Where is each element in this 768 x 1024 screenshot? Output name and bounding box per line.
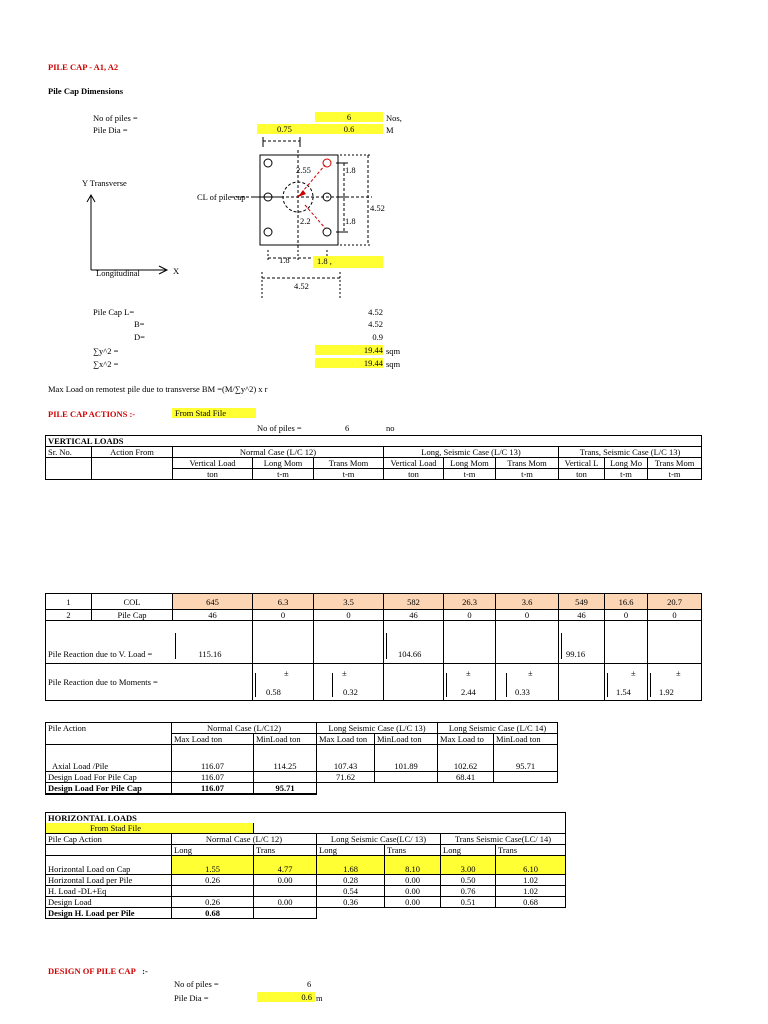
vl-row2-v8[interactable]: 0 [648,610,702,621]
pm-sign-5: ± [676,668,681,678]
vl-row2-v7[interactable]: 0 [605,610,648,621]
pa-axial-5: 95.71 [494,745,558,772]
react-v-long: 104.66 [398,649,422,659]
cap-d-value: 0.9 [372,332,383,342]
hl-row1-label: Horizontal Load on Cap [46,856,172,875]
hl-from-file[interactable]: From Stad File [46,823,254,834]
design-heading-text: DESIGN OF PILE CAP [48,966,136,976]
vl-normal-header: Normal Case (L/C 12) [173,447,384,458]
hl-row1-v1[interactable]: 4.77 [254,856,317,875]
sum-x2-label: ∑x^2 = [93,359,119,369]
vl-sub-8: Trans Mom [648,458,702,469]
vl-row1-v8[interactable]: 20.7 [648,594,702,610]
vl-sub-6: Vertical L [559,458,605,469]
hl-row2-v1: 0.00 [254,875,317,886]
hl-row2-v3: 0.00 [385,875,441,886]
hl-row4-label: Design Load [46,897,172,908]
sum-x2-unit: sqm [386,359,401,369]
pa-design-final-0: 116.07 [172,783,254,795]
cap-l-value: 4.52 [368,307,383,317]
react-m-2: 2.44 [461,687,476,697]
hl-row1-v0[interactable]: 1.55 [172,856,254,875]
dpc-piles-value: 6 [307,979,312,989]
hl-row3-v4: 0.76 [441,886,496,897]
hl-row2-v4: 0.50 [441,875,496,886]
react-m-5: 1.92 [659,687,674,697]
vl-sub-2: Trans Mom [314,458,384,469]
vl-row1-v5[interactable]: 3.6 [496,594,559,610]
vl-row2-v6[interactable]: 46 [559,610,605,621]
horizontal-loads-table [45,812,566,919]
x-axis-label: X [173,266,180,276]
react-m-1-cell [314,664,384,701]
dim-1-8-input-value: 1.8 [317,256,328,266]
pm-sign-0: ± [284,668,289,678]
hl-row1-v2[interactable]: 1.68 [317,856,385,875]
hl-row3-v5: 1.02 [496,886,566,897]
up-arrow-icon [175,633,181,659]
hl-normal-header: Normal Case (L/C 12) [172,834,317,845]
vl-row1-v4[interactable]: 26.3 [444,594,496,610]
hl-sub-4: Long [441,845,496,856]
vl-unit-7: t-m [605,469,648,480]
react-m-0: 0.58 [266,687,281,697]
page-title: PILE CAP - A1, A2 [48,62,119,72]
pm-sign-1: ± [342,668,347,678]
dim-4-52-vertical: 4.52 [370,203,385,213]
pa-axial-3: 101.89 [375,745,438,772]
dim-comma: , [329,256,332,266]
vl-row1-v3[interactable]: 582 [384,594,444,610]
pa-design-label: Design Load For Pile Cap [46,772,172,783]
hl-sub-3: Trans [385,845,441,856]
hl-row4-v5: 0.68 [496,897,566,908]
vl-long-seis-header: Long, Seismic Case (L/C 13) [384,447,559,458]
hl-row3-v3: 0.00 [385,886,441,897]
sum-y2-label: ∑y^2 = [93,346,119,356]
hl-row2-label: Horizontal Load per Pile [46,875,172,886]
sum-y2-unit: sqm [386,346,401,356]
pa-long-seis-header: Long Seismic Case (L/C 13) [317,723,438,734]
pa-sub-5: MinLoad ton [494,734,558,745]
vl-row2-name: Pile Cap [92,610,173,621]
design-heading [48,966,148,976]
vl-row2-v3[interactable]: 46 [384,610,444,621]
vl-unit-2: t-m [314,469,384,480]
vl-row2-v2[interactable]: 0 [314,610,384,621]
hl-action-header: Pile Cap Action [46,834,172,845]
pa-sub-2: Max Load ton [317,734,375,745]
pa-sub-1: MinLoad ton [254,734,317,745]
y-axis-label: Y Transverse [82,178,127,188]
pa-long-seis2-header: Long Seismic Case (L/C 14) [438,723,558,734]
hl-row1-v3[interactable]: 8.10 [385,856,441,875]
pa-design-2: 68.41 [438,772,494,783]
hl-row3-v2: 0.54 [317,886,385,897]
react-m-3: 0.33 [515,687,530,697]
pa-axial-0: 116.07 [172,745,254,772]
vl-unit-4: t-m [444,469,496,480]
react-v-trans: 99.16 [566,649,586,659]
dpc-dia-value[interactable]: 0.6 [257,992,315,1002]
vl-unit-6: ton [559,469,605,480]
vl-sub-5: Trans Mom [496,458,559,469]
hl-sub-2: Long [317,845,385,856]
pa-sub-3: MinLoad ton [375,734,438,745]
pa-normal-header: Normal Case (L/C12) [172,723,317,734]
hl-sub-5: Trans [496,845,566,856]
cap-l-label: Pile Cap L= [93,307,135,317]
radius-arrow-icon [298,190,306,197]
react-m-5-cell [648,664,702,701]
up-arrow-icon [650,673,659,697]
pa-sub-0: Max Load ton [172,734,254,745]
cap-b-value: 4.52 [368,319,383,329]
dpc-piles-label: No of piles = [174,979,219,989]
react-m-1: 0.32 [343,687,358,697]
hl-row4-v0: 0.26 [172,897,254,908]
vl-row2-v4[interactable]: 0 [444,610,496,621]
vl-row1-name: COL [92,594,173,610]
up-arrow-icon [446,673,461,697]
react-m-3-cell [496,664,559,701]
vertical-load-values-table [45,593,702,701]
vl-row1-v7[interactable]: 16.6 [605,594,648,610]
hl-design-label: Design H. Load per Pile [46,908,172,919]
hl-row4-v1: 0.00 [254,897,317,908]
pile-dia-value[interactable]: 0.6 [315,124,383,134]
hl-row4-v3: 0.00 [385,897,441,908]
vl-row1-v1[interactable]: 6.3 [253,594,314,610]
actions-heading: PILE CAP ACTIONS :- [48,409,136,419]
longitudinal-label: Longitudinal [96,268,140,278]
pa-axial-label: Axial Load /Pile [46,745,172,772]
pm-sign-3: ± [528,668,533,678]
react-m-4: 1.54 [616,687,631,697]
hl-row4-v2: 0.36 [317,897,385,908]
hl-row2-v5: 1.02 [496,875,566,886]
sum-x2-value[interactable]: 19.44 [315,358,383,368]
actions-piles-value: 6 [345,423,350,433]
vl-sub-3: Vertical Load [384,458,444,469]
dim-2-55: 2.55 [296,165,311,175]
no-piles-value[interactable]: 6 [315,112,383,122]
cap-d-label: D= [134,332,145,342]
vl-title: VERTICAL LOADS [46,436,702,447]
vl-row1-v6[interactable]: 549 [559,594,605,610]
pile-5 [264,228,272,236]
hl-trans-seis-header: Trans Seismic Case(LC/ 14) [441,834,566,845]
pa-design-final-1: 95.71 [254,783,317,795]
react-v-label: Pile Reaction due to V. Load = [46,621,173,664]
pa-design-0: 116.07 [172,772,254,783]
pa-design-final-label: Design Load For Pile Cap [46,783,172,795]
max-load-text: Max Load on remotest pile due to transverse BM =(M/∑y^2) x r [48,384,268,394]
react-m-0-cell [253,664,314,701]
vl-row2-v1[interactable]: 0 [253,610,314,621]
pm-sign-2: ± [466,668,471,678]
pile-action-table [45,722,558,795]
no-piles-label: No of piles = [93,113,138,123]
react-m-4-cell [605,664,648,701]
vl-unit-8: t-m [648,469,702,480]
actions-piles-unit: no [386,423,395,433]
dim-2-2: 2.2 [300,216,311,226]
actions-from-file[interactable]: From Stad File [172,408,256,418]
pm-sign-4: ± [631,668,636,678]
pile-dia-unit: M [386,125,394,135]
cap-b-label: B= [134,319,145,329]
dpc-dia-label: Pile Dia = [174,993,209,1003]
dim-4-52-horizontal: 4.52 [294,281,309,291]
hl-sub-1: Trans [254,845,317,856]
hl-long-seis-header: Long Seismic Case(LC/ 13) [317,834,441,845]
vl-row2-sr: 2 [46,610,92,621]
up-arrow-icon [255,673,266,697]
up-arrow-icon [607,673,616,697]
design-heading-sep: :- [142,966,148,976]
vl-action-header: Action From [92,447,173,458]
hl-row2-v0: 0.26 [172,875,254,886]
pa-design-1: 71.62 [317,772,375,783]
hl-row1-v5[interactable]: 6.10 [496,856,566,875]
vl-sub-0: Vertical Load [173,458,253,469]
pile-6 [323,228,331,236]
vl-row1-v2[interactable]: 3.5 [314,594,384,610]
pa-axial-4: 102.62 [438,745,494,772]
vl-sub-7: Long Mo [605,458,648,469]
vl-sr-header: Sr. No. [46,447,92,458]
no-piles-unit: Nos, [386,113,402,123]
hl-row1-v4[interactable]: 3.00 [441,856,496,875]
react-m-label: Pile Reaction due to Moments = [46,664,173,701]
pile-dia-label: Pile Dia = [93,125,128,135]
react-v-trans-cell [559,621,605,664]
hl-design-value: 0.68 [172,908,254,919]
hl-title: HORIZONTAL LOADS [46,813,566,824]
vl-row1-sr: 1 [46,594,92,610]
dim-1-8-top: 1.8 [345,165,356,175]
vertical-loads-table [45,435,702,480]
vl-sub-4: Long Mom [444,458,496,469]
dimensions-heading: Pile Cap Dimensions [48,86,124,96]
hl-row4-v4: 0.51 [441,897,496,908]
dim-1-8-mid: 1.8 [345,216,356,226]
hl-row3-v1 [254,886,317,897]
react-v-normal-cell [173,621,253,664]
up-arrow-icon [506,673,515,697]
actions-piles-label: No of piles = [257,423,302,433]
dpc-dia-unit: m [316,993,323,1003]
pile-1 [264,159,272,167]
pa-axial-1: 114.25 [254,745,317,772]
hl-row3-label: H. Load -DL+Eq [46,886,172,897]
sum-y2-value[interactable]: 19.44 [315,345,383,355]
vl-unit-1: t-m [253,469,314,480]
vl-unit-5: t-m [496,469,559,480]
hl-row2-v2: 0.28 [317,875,385,886]
vl-trans-seis-header: Trans, Seismic Case (L/C 13) [559,447,702,458]
react-v-normal: 115.16 [198,649,222,659]
vl-unit-3: ton [384,469,444,480]
vl-row2-v0[interactable]: 46 [173,610,253,621]
pa-axial-2: 107.43 [317,745,375,772]
pile-dia-a[interactable]: 0.75 [257,124,315,134]
up-arrow-icon [386,633,392,659]
hl-sub-0: Long [172,845,254,856]
dim-1-8-input[interactable] [313,256,383,268]
vl-row2-v5[interactable]: 0 [496,610,559,621]
cl-label: CL of pile cap [197,192,246,202]
pa-sub-4: Max Load to [438,734,494,745]
vl-row1-v0[interactable]: 645 [173,594,253,610]
dim-1-8-bottom: 1.8 [279,255,290,265]
vl-sub-1: Long Mom [253,458,314,469]
vl-unit-0: ton [173,469,253,480]
react-v-long-cell [384,621,444,664]
pa-header: Pile Action [46,723,172,745]
hl-row3-v0 [172,886,254,897]
